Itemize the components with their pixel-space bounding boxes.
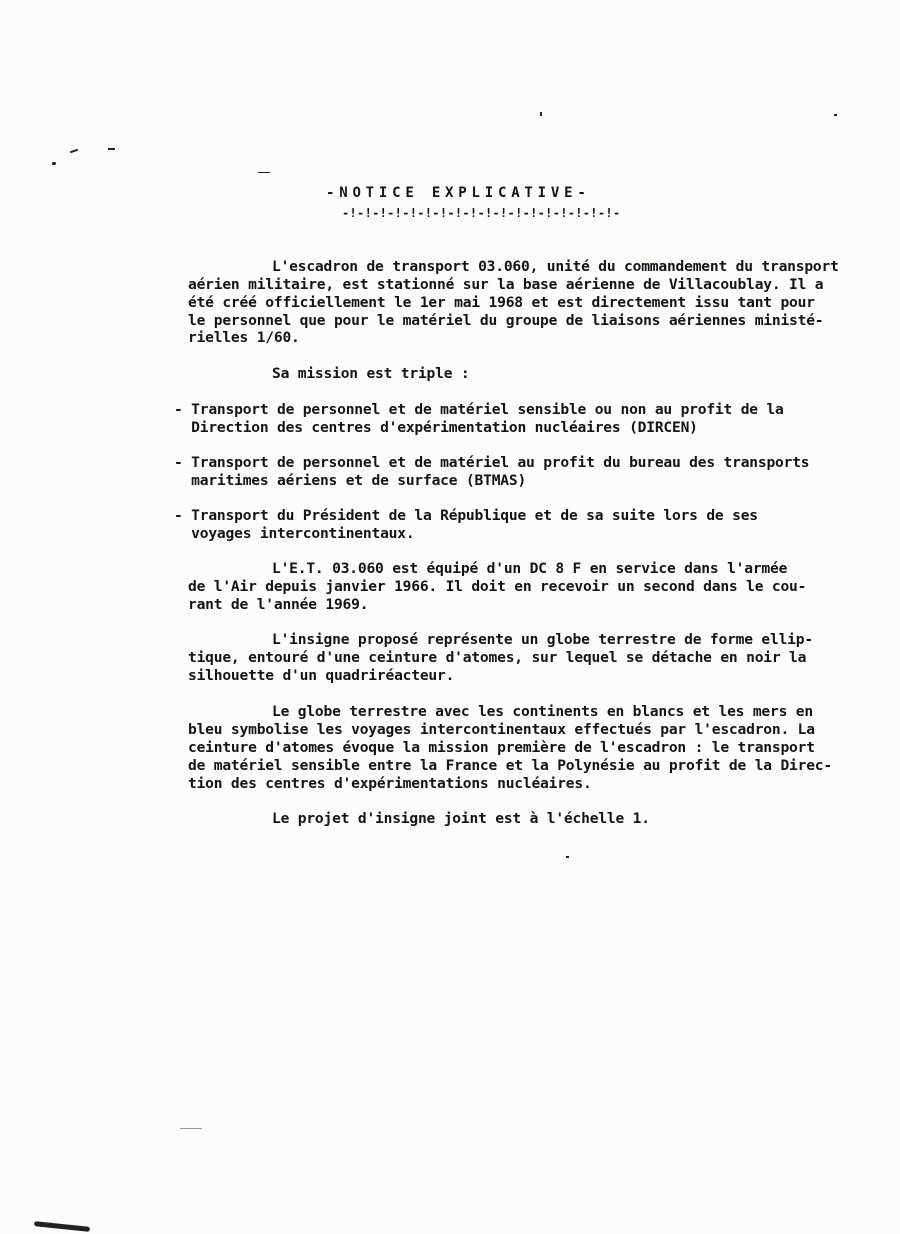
bullet-3-line-1: - Transport du Président de la République et de sa suite lors de ses xyxy=(174,507,758,524)
paragraph-2-line-1: L'E.T. 03.060 est équipé d'un DC 8 F en service dans l'armée xyxy=(272,560,788,577)
bullet-1-line-2: Direction des centres d'expérimentation nucléaires (DIRCEN) xyxy=(174,419,698,436)
scan-mark xyxy=(70,149,78,154)
paragraph-4-line-3: ceinture d'atomes évoque la mission première de l'escadron : le transport xyxy=(188,739,815,756)
bullet-2-line-1: - Transport de personnel et de matériel au profit du bureau des transports xyxy=(174,454,810,471)
document-title: -NOTICE EXPLICATIVE- xyxy=(326,185,591,201)
scan-mark xyxy=(180,1128,202,1129)
paragraph-1-line-3: été créé officiellement le 1er mai 1968 et est directement issu tant pour xyxy=(188,294,815,311)
title-underline: -!-!-!-!-!-!-!-!-!-!-!-!-!-!-!-!-!-!- xyxy=(342,206,621,220)
scan-mark xyxy=(52,162,56,165)
scan-mark xyxy=(834,114,837,116)
paragraph-4-line-4: de matériel sensible entre la France et la Polynésie au profit de la Direc- xyxy=(188,757,832,774)
scan-mark xyxy=(566,856,569,858)
scan-mark xyxy=(34,1221,90,1232)
paragraph-3-line-3: silhouette d'un quadriréacteur. xyxy=(188,667,455,684)
scan-mark xyxy=(258,172,270,173)
closing-line: Le projet d'insigne joint est à l'échelle 1. xyxy=(272,810,650,827)
paragraph-4-line-2: bleu symbolise les voyages intercontinentaux effectués par l'escadron. La xyxy=(188,721,815,738)
mission-intro: Sa mission est triple : xyxy=(272,365,470,382)
bullet-2-line-2: maritimes aériens et de surface (BTMAS) xyxy=(174,472,527,489)
paragraph-1-line-5: rielles 1/60. xyxy=(188,329,300,346)
bullet-1-line-1: - Transport de personnel et de matériel sensible ou non au profit de la xyxy=(174,401,784,418)
paragraph-3-line-1: L'insigne proposé représente un globe terrestre de forme ellip- xyxy=(272,631,813,648)
paragraph-4-line-1: Le globe terrestre avec les continents en blancs et les mers en xyxy=(272,703,813,720)
paragraph-1-line-4: le personnel que pour le matériel du groupe de liaisons aériennes ministé- xyxy=(188,312,824,329)
paragraph-1-line-1: L'escadron de transport 03.060, unité du commandement du transport xyxy=(272,258,839,275)
paragraph-2-line-3: rant de l'année 1969. xyxy=(188,596,369,613)
paragraph-2-line-2: de l'Air depuis janvier 1966. Il doit en recevoir un second dans le cou- xyxy=(188,578,807,595)
scan-mark xyxy=(540,112,542,116)
paragraph-1-line-2: aérien militaire, est stationné sur la base aérienne de Villacoublay. Il a xyxy=(188,276,824,293)
paragraph-4-line-5: tion des centres d'expérimentations nucléaires. xyxy=(188,775,592,792)
paragraph-3-line-2: tique, entouré d'une ceinture d'atomes, sur lequel se détache en noir la xyxy=(188,649,807,666)
scan-mark xyxy=(108,148,115,150)
bullet-3-line-2: voyages intercontinentaux. xyxy=(174,525,415,542)
